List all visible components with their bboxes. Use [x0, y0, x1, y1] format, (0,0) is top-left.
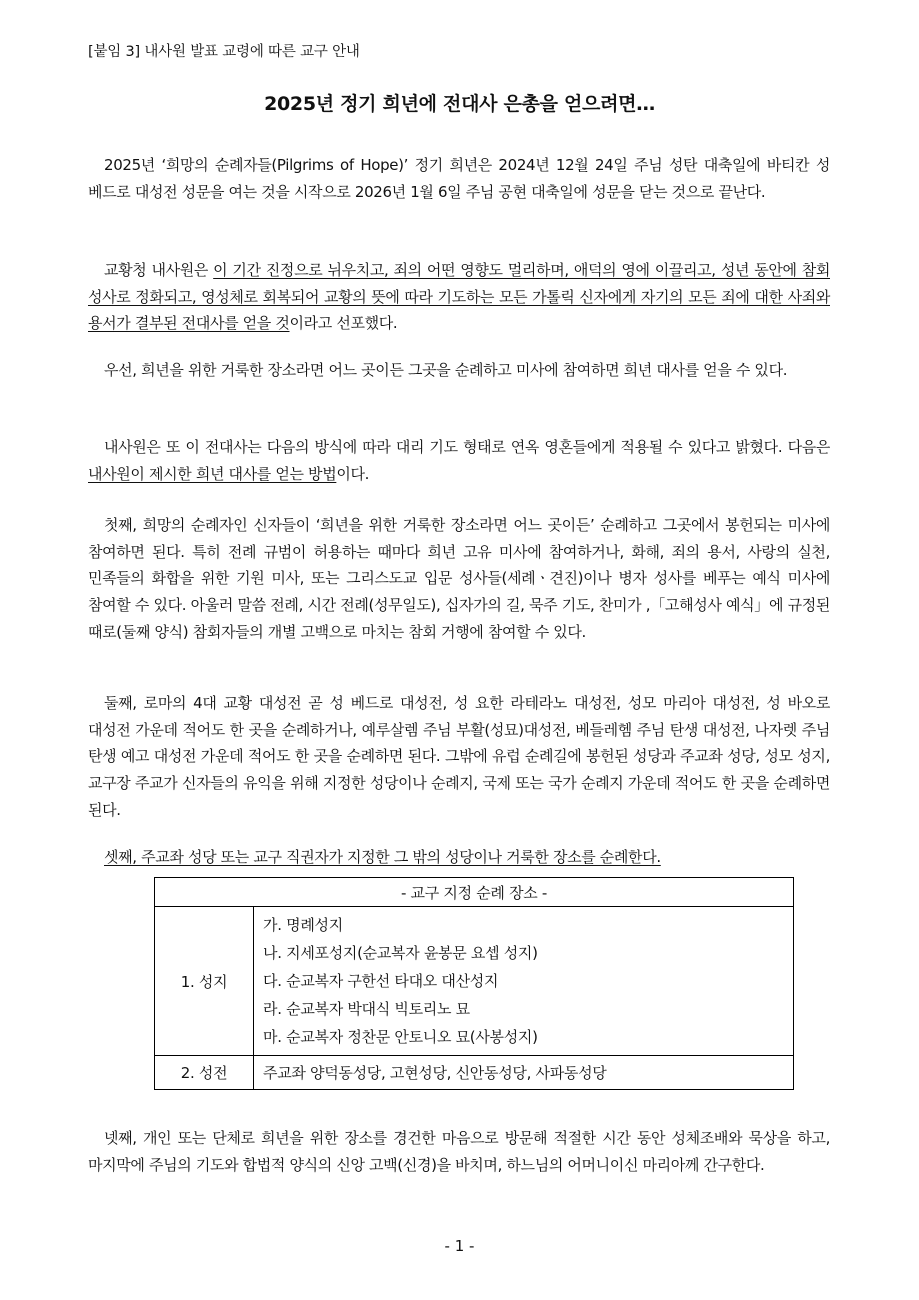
paragraph-application — [88, 434, 830, 487]
list-item: 가. 명례성지 — [263, 916, 343, 934]
category-cell: 2. 성전 — [155, 1056, 254, 1090]
category-cell: 1. 성지 — [155, 907, 254, 1056]
application-text-post: 이다. — [336, 464, 370, 483]
paragraph-decree — [88, 257, 830, 337]
paragraph-second: 둘째, 로마의 4대 교황 대성전 곧 성 베드로 대성전, 성 요한 라테라노 대성전, 성모 마리아 대성전, 성 바오로 대성전 가운데 적어도 한 곳을 순례하거나, 예루살렘 주님 부활(성묘)대성전, 베들레헴 주님 탄생 대성전, 나자렛 주님 탄생 예고 대성전 가운데 적어도 한 곳을 순례하면 된다. 그밖에 유럽 순례길에 봉헌된 성당과 주교좌 성당, 성모 성지, 교구장 주교가 신자들의 유익을 위해 지정한 성당이나 순례지, 국제 또는 국가 순례지 가운데 적어도 한 곳을 순례하면 된다. — [88, 694, 830, 819]
list-item: 나. 지세포성지(순교복자 윤봉문 요셉 성지) — [263, 944, 538, 962]
table-header: - 교구 지정 순례 장소 - — [155, 878, 794, 907]
shrine-list-cell — [254, 907, 794, 1056]
paragraph-fourth: 넷째, 개인 또는 단체로 희년을 위한 장소를 경건한 마음으로 방문해 적절한 시간 동안 성체조배와 묵상을 하고, 마지막에 주님의 기도와 합법적 양식의 신앙 고백(신경)을 바치며, 하느님의 어머니이신 마리아께 간구한다. — [88, 1129, 830, 1174]
decree-text-post: 이라고 선포했다. — [289, 314, 398, 333]
page-number: - 1 - — [444, 1237, 475, 1255]
decree-text-pre: 교황청 내사원은 — [104, 261, 214, 279]
paragraph-third — [88, 845, 830, 869]
list-item: 라. 순교복자 박대식 빅토리노 묘 — [263, 1000, 470, 1018]
table-header-row — [155, 878, 794, 907]
table-row — [155, 907, 794, 1056]
table-row — [155, 1056, 794, 1090]
paragraph-first-way: 우선, 희년을 위한 거룩한 장소라면 어느 곳이든 그곳을 순례하고 미사에 참여하면 희년 대사를 얻을 수 있다. — [104, 361, 788, 379]
third-underlined-text: 셋째, 주교좌 성당 또는 교구 직권자가 지정한 그 밖의 성당이나 거룩한 장소를 순례한다. — [104, 848, 661, 866]
application-text-pre: 내사원은 또 이 전대사는 다음의 방식에 따라 대리 기도 형태로 연옥 영혼들에게 적용될 수 있다고 밝혔다. 다음은 — [104, 438, 830, 456]
paragraph-intro: 2025년 ‘희망의 순례자들(Pilgrims of Hope)’ 정기 희년은 2024년 12월 24일 주님 성탄 대축일에 바티칸 성 베드로 대성전 성문을 여는 것을 시작으로 2026년 1월 6일 주님 공현 대축일에 성문을 닫는 것으로 끝난다. — [88, 156, 830, 201]
list-item: 다. 순교복자 구한선 타대오 대산성지 — [263, 972, 499, 990]
pilgrimage-places-table — [154, 877, 794, 1090]
list-item: 마. 순교복자 정찬문 안토니오 묘(사봉성지) — [263, 1028, 538, 1046]
paragraph-first: 첫째, 희망의 순례자인 신자들이 ‘희년을 위한 거룩한 장소라면 어느 곳이든’ 순례하고 그곳에서 봉헌되는 미사에 참여하면 된다. 특히 전례 규범이 허용하는 때마다 희년 고유 미사에 참여하거나, 화해, 죄의 용서, 사랑의 실천, 민족들의 화합을 위한 기원 미사, 또는 그리스도교 입문 성사들(세례ㆍ견진)이나 병자 성사를 베푸는 예식 미사에 참여할 수 있다. 아울러 말씀 전례, 시간 전례(성무일도), 십자가의 길, 묵주 기도, 찬미가 ,「고해성사 예식」에 규정된 때로(둘째 양식) 참회자들의 개별 고백으로 마치는 참회 거행에 참여할 수 있다. — [88, 516, 830, 641]
decree-underlined-text: 이 기간 진정으로 뉘우치고, 죄의 어떤 영향도 멀리하며, 애덕의 영에 이끌리고, 성년 동안에 참회 성사로 정화되고, 영성체로 회복되어 교황의 뜻에 따라 기도하는 모든 가톨릭 신자에게 자기의 모든 죄에 대한 사죄와 용서가 결부된 전대사를 얻을 것 — [88, 261, 830, 333]
document-title: 2025년 정기 희년에 전대사 은총을 얻으려면… — [264, 93, 655, 115]
church-list-cell: 주교좌 양덕동성당, 고현성당, 신안동성당, 사파동성당 — [254, 1056, 794, 1090]
application-underlined-text: 내사원이 제시한 희년 대사를 얻는 방법 — [88, 464, 337, 483]
attachment-label: [붙임 3] 내사원 발표 교령에 따른 교구 안내 — [88, 44, 360, 60]
